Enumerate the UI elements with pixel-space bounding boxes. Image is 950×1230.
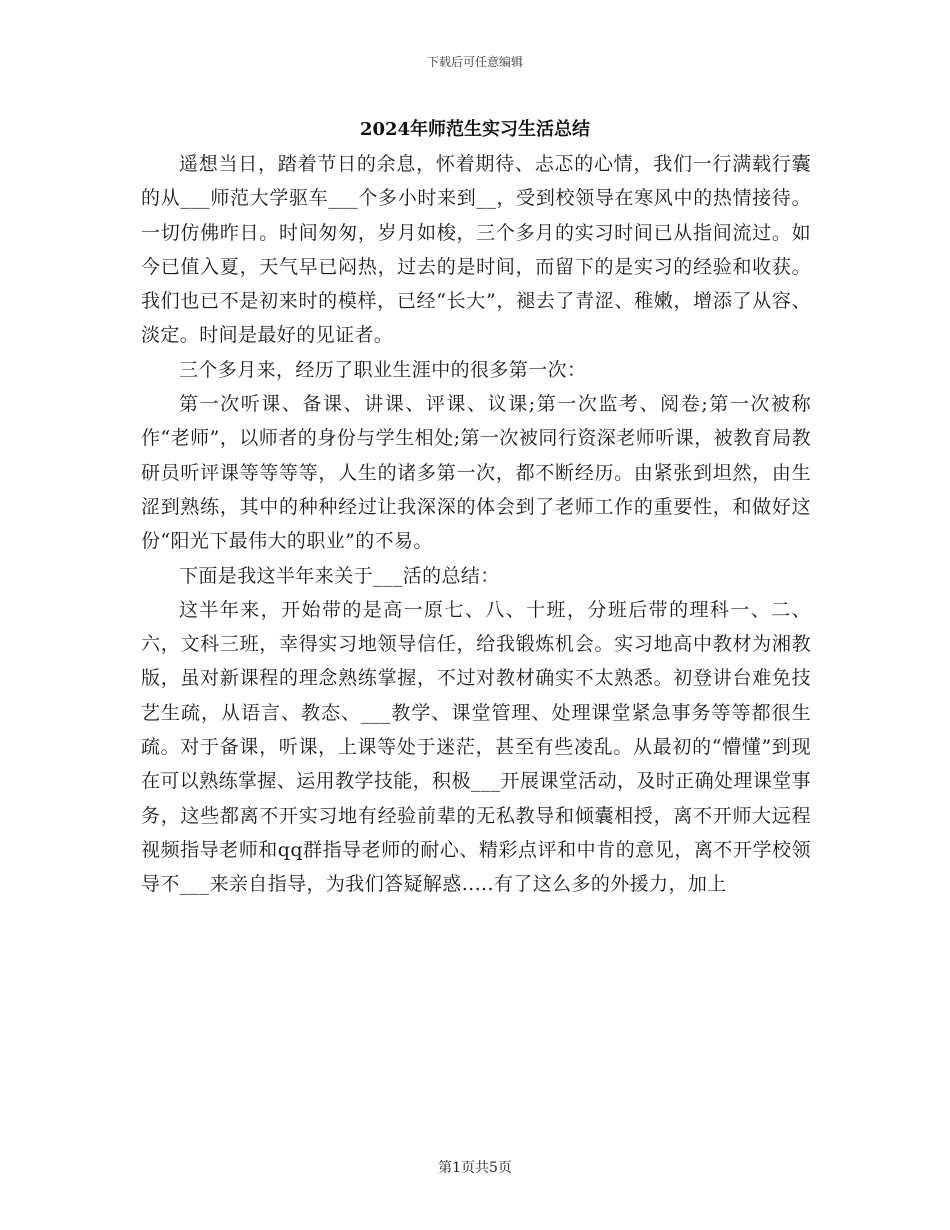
document-title: 2024年师范生实习生活总结 [359,119,591,140]
paragraph: 这半年来，开始带的是高一原七、八、十班，分班后带的理科一、二、六，文科三班，幸得实习地领导信任，给我锻炼机会。实习地高中教材为湘教版，虽对新课程的理念熟练掌握，不过对教材确实不太熟悉。初登讲台难免技艺生疏，从语言、教态、___教学、课堂管理、处理课堂紧急事务等等都很生疏。对于备课，听课，上课等处于迷茫，甚至有些凌乱。从最初的“懵懂”到现在可以熟练掌握、运用教学技能，积极___开展课堂活动，及时正确处理课堂事务，这些都离不开实习地有经验前辈的无私教导和倾囊相授，离不开师大远程视频指导老师和qq群指导老师的耐心、精彩点评和中肯的意见，离不开学校领导不___来亲自指导，为我们答疑解惑.....有了这么多的外援力，加上 [141,598,811,896]
document-body [141,147,811,902]
paragraph: 三个多月来，经历了职业生涯中的很多第一次： [179,358,587,381]
paragraph: 第一次听课、备课、讲课、评课、议课;第一次监考、阅卷;第一次被称作“老师”，以师者的身份与学生相处;第一次被同行资深老师听课，被教育局教研员听评课等等等等，人生的诸多第一次，都不断经历。由紧张到坦然，由生涩到熟练，其中的种种经过让我深深的体会到了老师工作的重要性，和做好这份“阳光下最伟大的职业”的不易。 [141,393,811,553]
paragraph: 下面是我这半年来关于___活的总结： [179,564,500,587]
page-header-note: 下载后可任意编辑 [426,55,523,69]
paragraph: 遥想当日，踏着节日的余息，怀着期待、忐忑的心情，我们一行满载行囊的从___师范大学驱车___个多小时来到__，受到校领导在寒风中的热情接待。一切仿佛昨日。时间匆匆，岁月如梭，三个多月的实习时间已从指间流过。如今已值入夏，天气早已闷热，过去的是时间，而留下的是实习的经验和收获。我们也已不是初来时的模样，已经“长大”，褪去了青涩、稚嫩，增添了从容、淡定。时间是最好的见证者。 [141,153,811,347]
page-number: 第1页共5页 [438,1160,512,1176]
